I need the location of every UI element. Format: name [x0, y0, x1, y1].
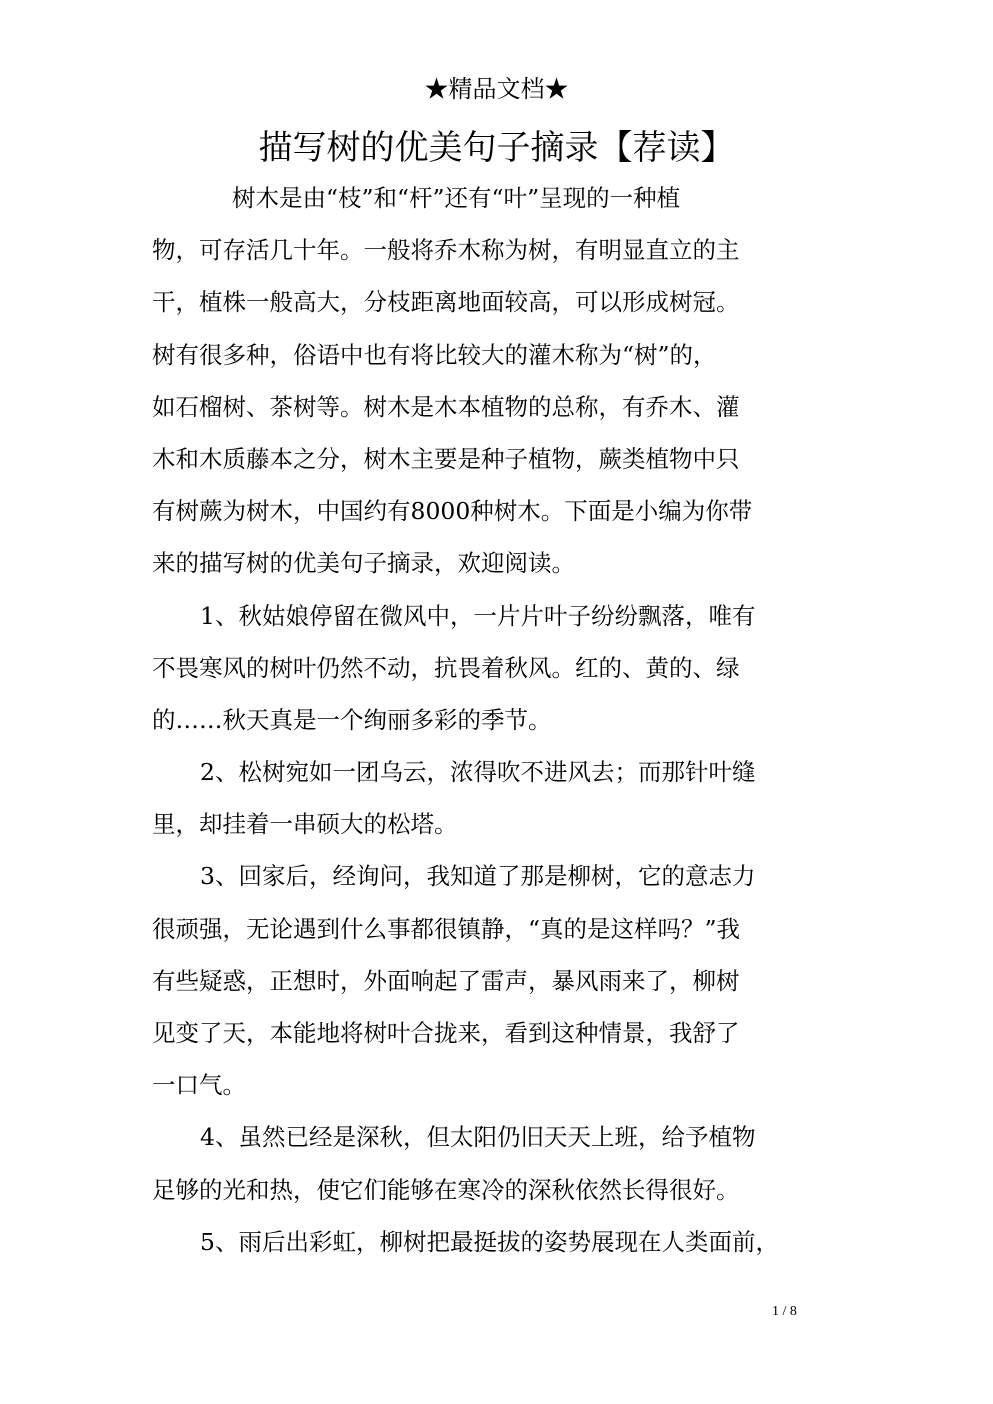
- list-item: [152, 746, 842, 850]
- list-item: [152, 1216, 842, 1268]
- text-line: 有树蕨为树木，中国约有8000种树木。下面是小编为你带: [152, 497, 753, 526]
- text-line: 见变了天，本能地将树叶合拢来，看到这种情景，我舒了: [152, 1019, 740, 1047]
- text-line: 物，可存活几十年。一般将乔木称为树，有明显直立的主: [152, 236, 740, 265]
- text-line: 3、回家后，经询问，我知道了那是柳树，它的意志力: [200, 862, 756, 891]
- page-title: 描写树的优美句子摘录【荐读】: [258, 128, 735, 168]
- text-line: 干，植株一般高大，分枝距离地面较高，可以形成树冠。: [152, 288, 740, 317]
- text-line: 一口气。: [152, 1071, 246, 1100]
- text-line: 有些疑惑，正想时，外面响起了雷声，暴风雨来了，柳树: [152, 966, 740, 995]
- text-line: 的……秋天真是一个绚丽多彩的季节。: [152, 705, 552, 734]
- text-line: 足够的光和热，使它们能够在寒冷的深秋依然长得很好。: [152, 1175, 740, 1204]
- list-item: [152, 850, 842, 1111]
- text-line: 里，却挂着一串硕大的松塔。: [152, 810, 458, 839]
- text-line: 如石榴树、茶树等。树木是木本植物的总称，有乔木、灌: [152, 392, 740, 421]
- intro-paragraph: [152, 172, 842, 590]
- text-line: 木和木质藤本之分，树木主要是种子植物，蕨类植物中只: [152, 444, 740, 473]
- text-line: 5、雨后出彩虹，柳树把最挺拔的姿势展现在人类面前，: [200, 1227, 779, 1256]
- text-line: 来的描写树的优美句子摘录，欢迎阅读。: [152, 549, 575, 578]
- text-line: 不畏寒风的树叶仍然不动，抗畏着秋风。红的、黄的、绿: [152, 653, 740, 682]
- document-header: ★精品文档★: [424, 75, 569, 103]
- text-line: 4、虽然已经是深秋，但太阳仍旧天天上班，给予植物: [200, 1123, 756, 1152]
- text-line: 很顽强，无论遇到什么事都很镇静，“真的是这样吗？”我: [152, 914, 741, 943]
- text-line: 2、松树宛如一团乌云，浓得吹不进风去；而那针叶缝: [200, 758, 756, 787]
- document-body: [152, 172, 842, 1268]
- page-number: 1 / 8: [772, 1304, 797, 1319]
- text-line: 树有很多种，俗语中也有将比较大的灌木称为“树”的，: [152, 340, 717, 369]
- list-item: [152, 590, 842, 747]
- list-item: [152, 1111, 842, 1215]
- text-line: 树木是由“枝”和“杆”还有“叶”呈现的一种植: [232, 184, 681, 212]
- text-line: 1、秋姑娘停留在微风中，一片片叶子纷纷飘落，唯有: [200, 601, 756, 630]
